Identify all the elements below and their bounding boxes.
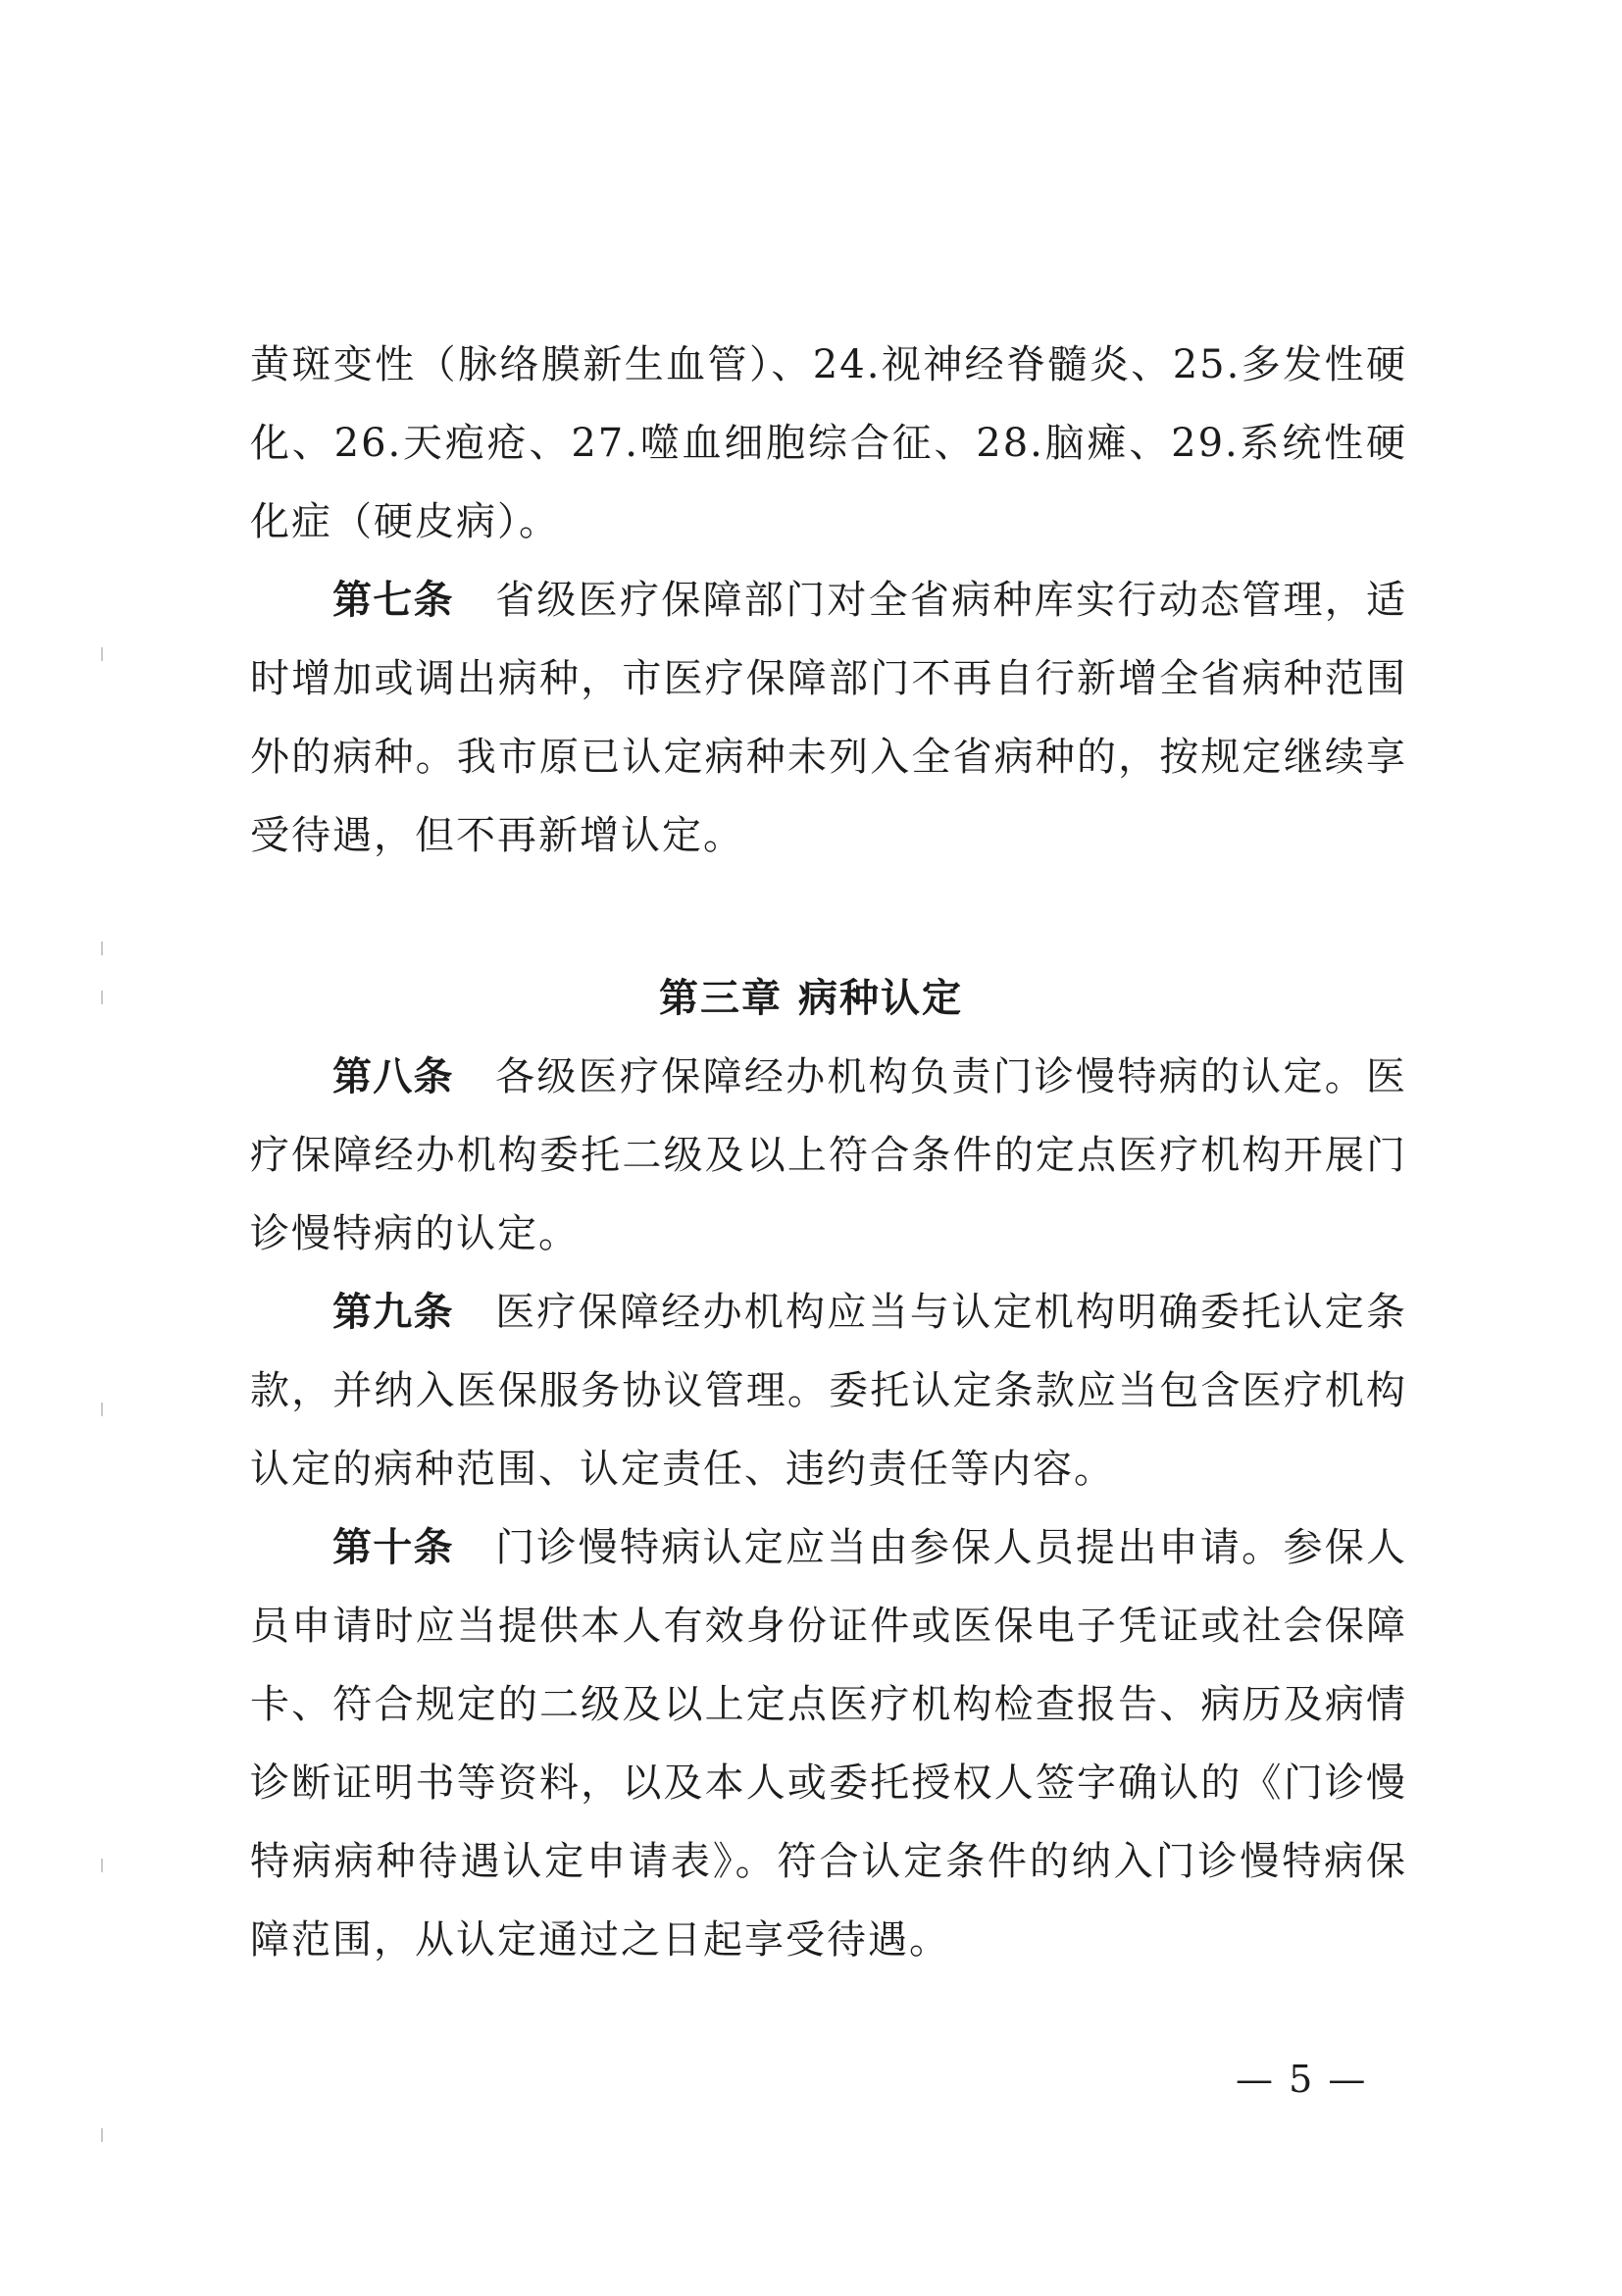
article-8-title: 第八条	[332, 1054, 454, 1099]
scan-mark	[101, 942, 103, 955]
article-10-paragraph	[250, 1508, 1407, 1979]
continuation-paragraph: 黄斑变性（脉络膜新生血管）、24.视神经脊髓炎、25.多发性硬化、26.天疱疮、27.噬血细胞综合征、28.脑瘫、29.系统性硬化症（硬皮病）。	[250, 342, 1407, 544]
article-8-text: 各级医疗保障经办机构负责门诊慢特病的认定。医疗保障经办机构委托二级及以上符合条件的定点医疗机构开展门诊慢特病的认定。	[250, 1054, 1408, 1256]
scan-mark	[101, 2128, 103, 2142]
article-9-title: 第九条	[332, 1290, 454, 1335]
chapter-title: 第三章 病种认定	[659, 976, 963, 1021]
article-7-title: 第七条	[332, 578, 454, 623]
scan-mark	[101, 647, 103, 661]
article-8-paragraph	[250, 1038, 1407, 1273]
article-7-paragraph	[250, 561, 1407, 875]
article-9-text: 医疗保障经办机构应当与认定机构明确委托认定条款，并纳入医保服务协议管理。委托认定条款应当包含医疗机构认定的病种范围、认定责任、违约责任等内容。	[250, 1290, 1408, 1492]
article-7-text: 省级医疗保障部门对全省病种库实行动态管理，适时增加或调出病种，市医疗保障部门不再自行新增全省病种范围外的病种。我市原已认定病种未列入全省病种的，按规定继续享受待遇，但不再新增认定。	[250, 578, 1408, 858]
scan-mark	[101, 1403, 103, 1416]
scan-mark	[101, 1859, 103, 1872]
upper-body-text	[250, 326, 1407, 875]
page-number: — 5 —	[1236, 2058, 1368, 2101]
article-10-text: 门诊慢特病认定应当由参保人员提出申请。参保人员申请时应当提供本人有效身份证件或医保电子凭证或社会保障卡、符合规定的二级及以上定点医疗机构检查报告、病历及病情诊断证明书等资料，以及本人或委托授权人签字确认的《门诊慢特病病种待遇认定申请表》。符合认定条件的纳入门诊慢特病保障范围，从认定通过之日起享受待遇。	[250, 1525, 1408, 1963]
article-9-paragraph	[250, 1273, 1407, 1508]
article-10-title: 第十条	[332, 1525, 454, 1570]
lower-body-text	[250, 1038, 1407, 1979]
